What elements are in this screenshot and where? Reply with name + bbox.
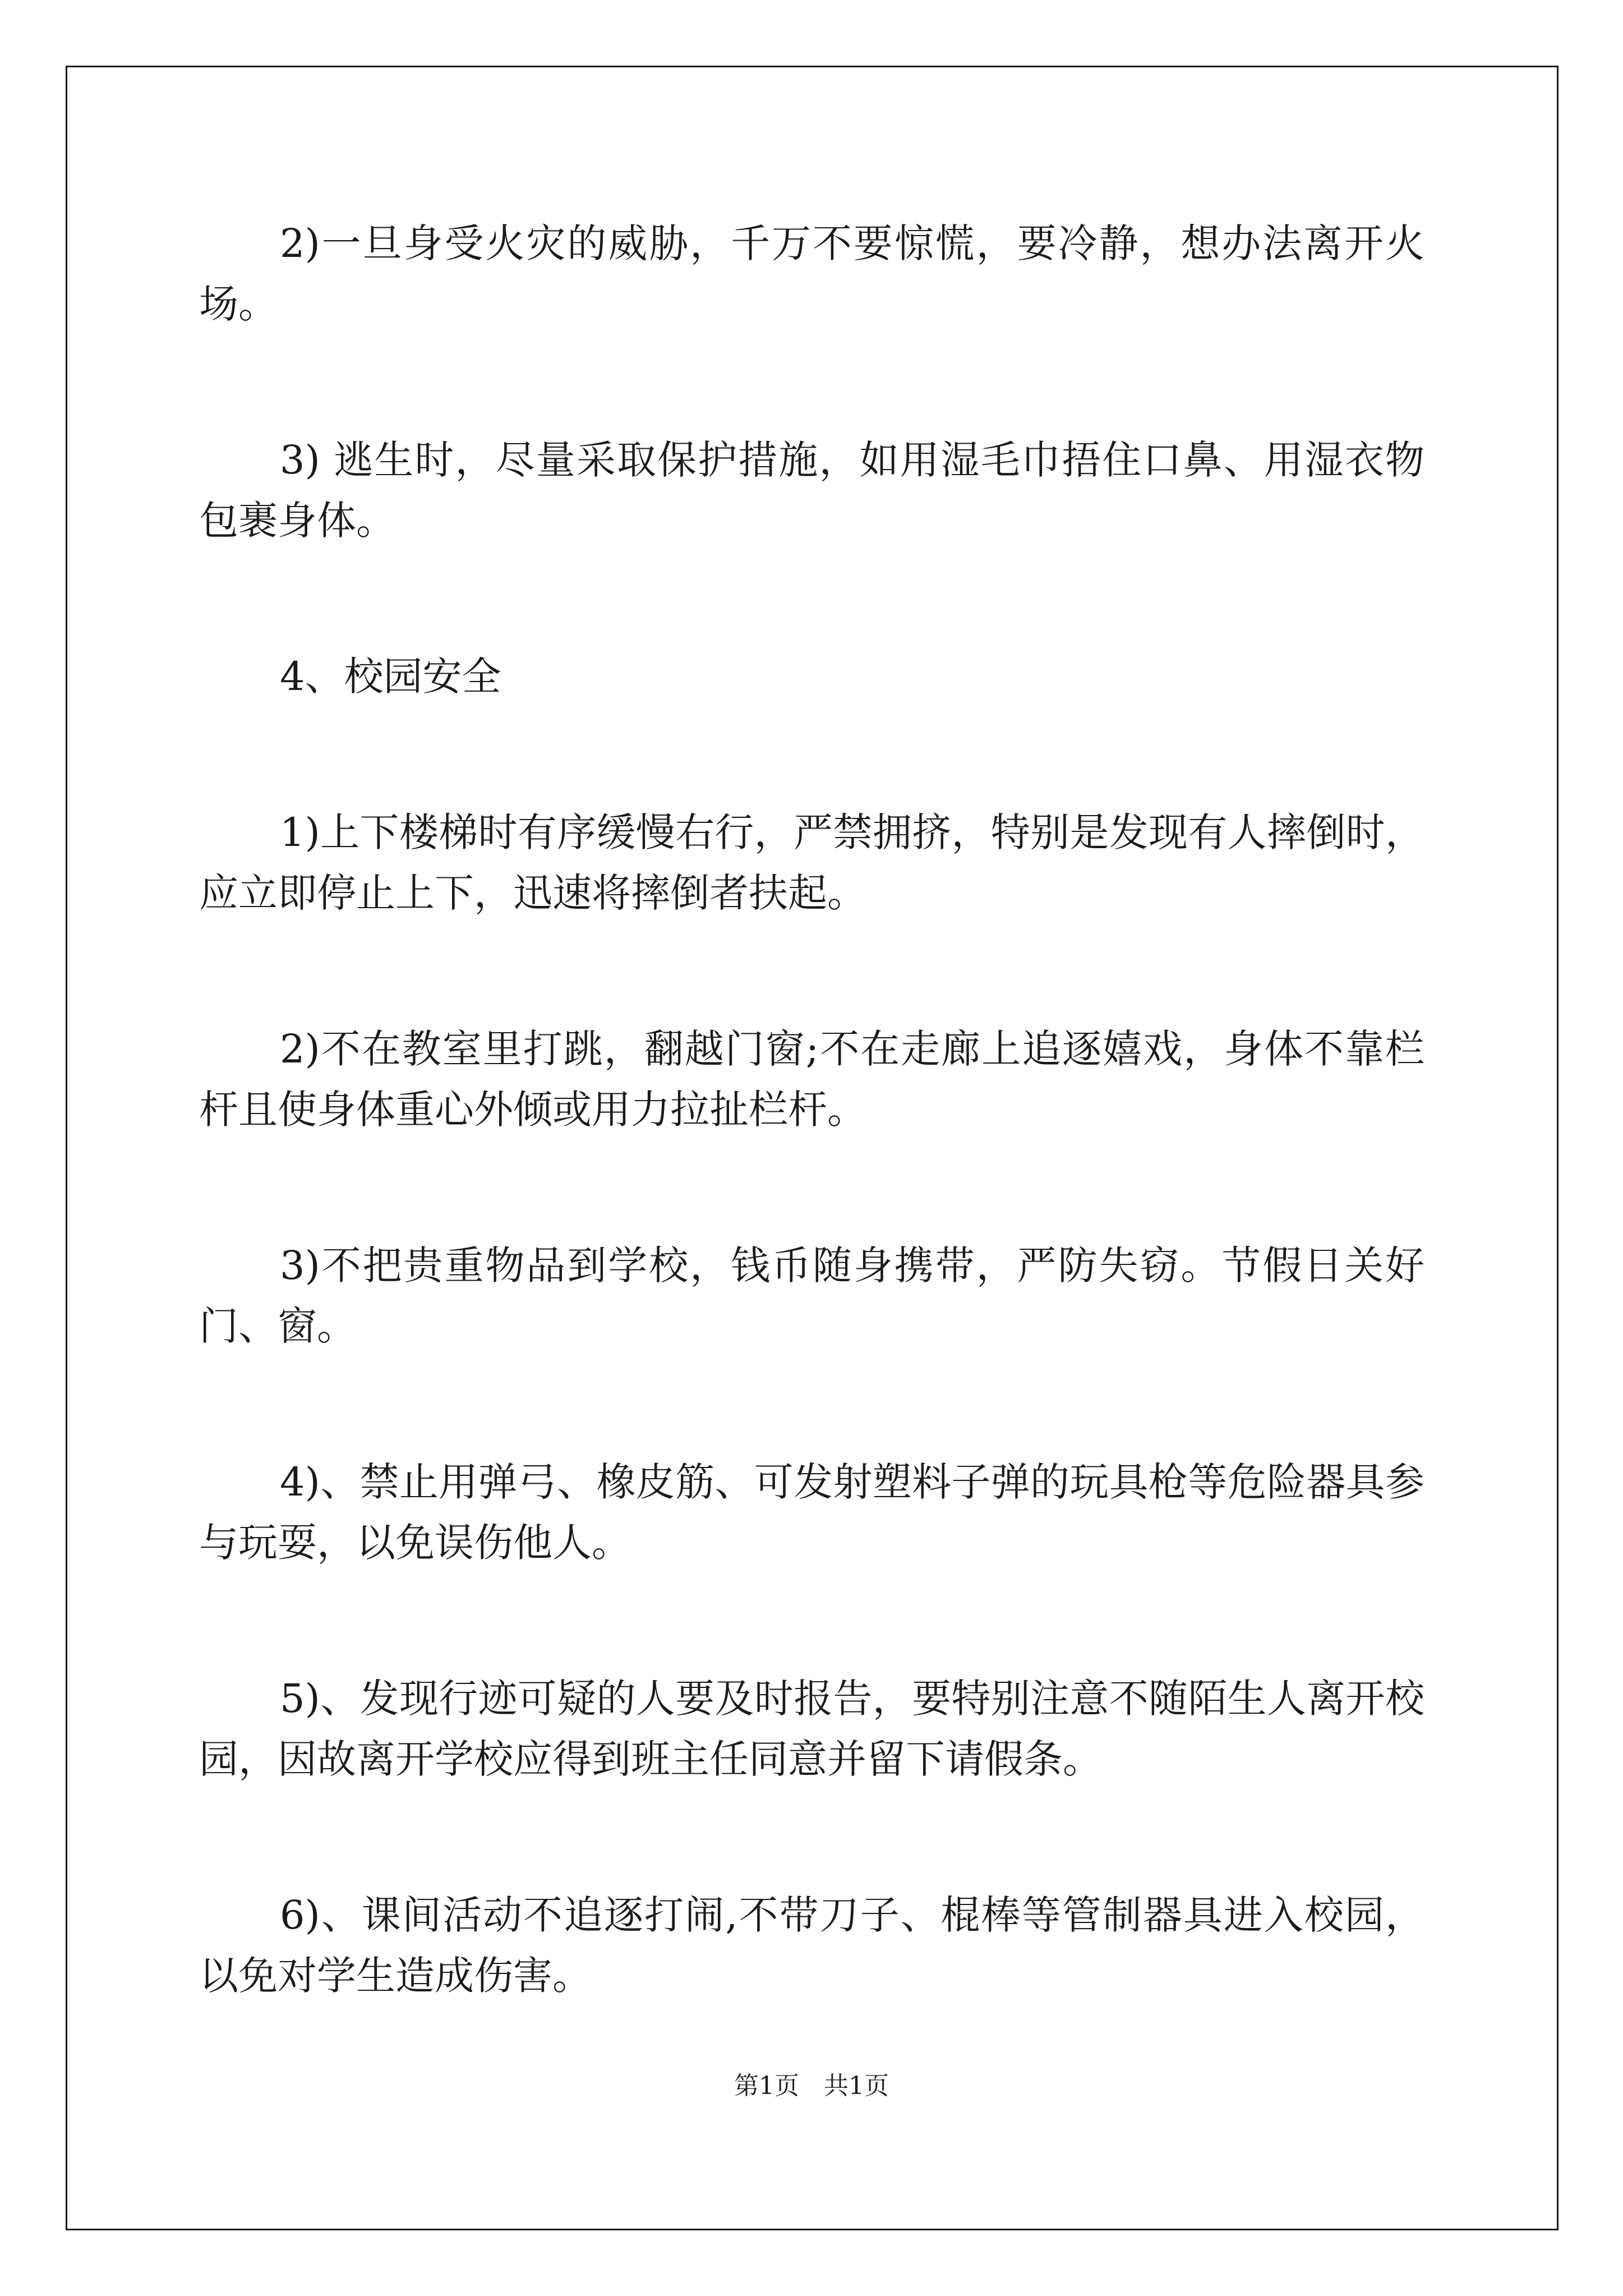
paragraph-dangerous-toys: 4)、禁止用弹弓、橡皮筋、可发射塑料子弹的玩具枪等危险器具参与玩耍，以免误伤他人。 [199,1459,1424,1566]
paragraph-stairs: 1)上下楼梯时有序缓慢右行，严禁拥挤，特别是发现有人摔倒时，应立即停止上下，迅速将摔倒者扶起。 [199,809,1424,916]
document-body [199,213,1424,2101]
paragraph-fire-escape-calm: 2)一旦身受火灾的威胁，千万不要惊慌，要冷静，想办法离开火场。 [199,220,1424,327]
page-number-footer: 第1页 共1页 [734,2072,889,2100]
paragraph-valuables: 3)不把贵重物品到学校，钱币随身携带，严防失窃。节假日关好门、窗。 [199,1243,1424,1349]
paragraph-classroom-corridor: 2)不在教室里打跳，翻越门窗;不在走廊上追逐嬉戏，身体不靠栏杆且使身体重心外倾或用力拉扯栏杆。 [199,1026,1424,1133]
paragraph-recess-activities: 6)、课间活动不追逐打闹,不带刀子、棍棒等管制器具进入校园，以免对学生造成伤害。 [199,1892,1424,1999]
paragraph-fire-escape-protection: 3) 逃生时，尽量采取保护措施，如用湿毛巾捂住口鼻、用湿衣物包裹身体。 [199,437,1424,544]
section-heading-campus-safety: 4、校园安全 [280,654,501,700]
paragraph-suspicious-persons: 5)、发现行迹可疑的人要及时报告，要特别注意不随陌生人离开校园，因故离开学校应得到班主任同意并留下请假条。 [199,1676,1424,1782]
